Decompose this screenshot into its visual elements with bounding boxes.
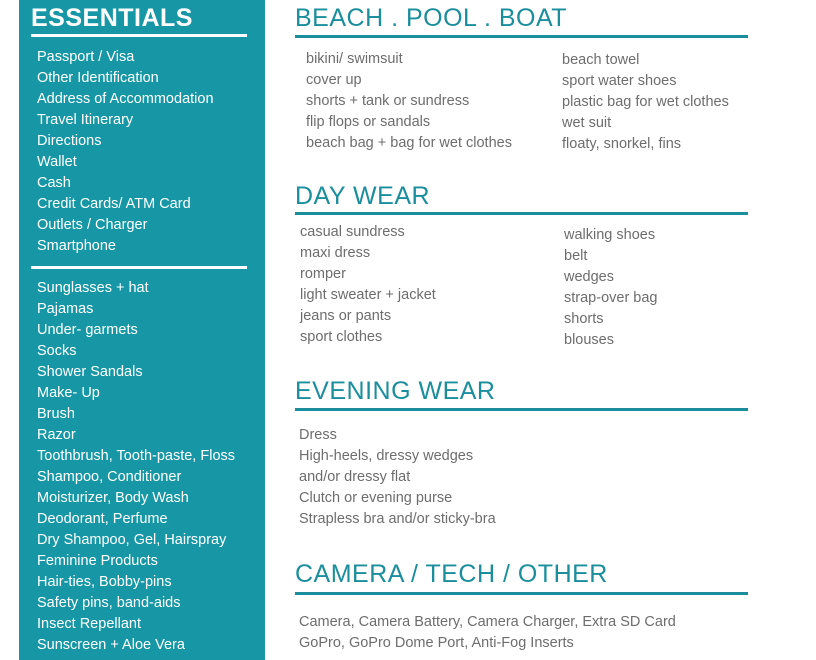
list-item: wet suit bbox=[562, 115, 612, 131]
list-item: Make- Up bbox=[37, 385, 100, 401]
essentials-sidebar bbox=[19, 0, 265, 660]
beach-list-col2 bbox=[562, 50, 729, 155]
beach-section-rule bbox=[295, 35, 748, 38]
list-item: High-heels, dressy wedges bbox=[299, 448, 474, 464]
list-item: romper bbox=[300, 266, 346, 282]
list-item: Deodorant, Perfume bbox=[37, 511, 168, 527]
day-wear-list-col1 bbox=[300, 222, 436, 348]
list-item: strap-over bag bbox=[564, 290, 658, 306]
camera-section-rule bbox=[295, 592, 748, 595]
list-item: Smartphone bbox=[37, 238, 116, 254]
list-item: Clutch or evening purse bbox=[299, 490, 453, 506]
list-item: Hair-ties, Bobby-pins bbox=[37, 574, 172, 590]
day-wear-section-rule bbox=[295, 212, 748, 215]
list-item: Toothbrush, Tooth-paste, Floss bbox=[37, 448, 236, 464]
essentials-group-divider bbox=[31, 266, 247, 269]
list-item: flip flops or sandals bbox=[306, 114, 431, 130]
essentials-list-documents bbox=[37, 47, 214, 257]
list-item: Socks bbox=[37, 343, 77, 359]
list-item: light sweater + jacket bbox=[300, 287, 436, 303]
list-item: sport clothes bbox=[300, 329, 383, 345]
list-item: beach towel bbox=[562, 52, 640, 68]
list-item: Feminine Products bbox=[37, 553, 158, 569]
list-item: belt bbox=[564, 248, 588, 264]
essentials-title: ESSENTIALS bbox=[31, 4, 193, 32]
list-item: cover up bbox=[306, 72, 362, 88]
list-item: Passport / Visa bbox=[37, 49, 135, 65]
beach-list-col1 bbox=[306, 49, 512, 154]
list-item: beach bag + bag for wet clothes bbox=[306, 135, 512, 151]
essentials-list-toiletries bbox=[37, 278, 235, 656]
list-item: Insect Repellant bbox=[37, 616, 141, 632]
evening-wear-section-rule bbox=[295, 408, 748, 411]
camera-section-title: CAMERA / TECH / OTHER bbox=[295, 560, 608, 588]
list-item: Pajamas bbox=[37, 301, 94, 317]
list-item: Other Identification bbox=[37, 70, 159, 86]
list-item: walking shoes bbox=[564, 227, 656, 243]
list-item: Cash bbox=[37, 175, 71, 191]
list-item: Travel Itinerary bbox=[37, 112, 134, 128]
list-item: bikini/ swimsuit bbox=[306, 51, 403, 67]
list-item: Dry Shampoo, Gel, Hairspray bbox=[37, 532, 227, 548]
beach-section-title: BEACH . POOL . BOAT bbox=[295, 4, 568, 32]
list-item: Strapless bra and/or sticky-bra bbox=[299, 511, 496, 527]
list-item: Under- garmets bbox=[37, 322, 138, 338]
list-item: and/or dressy flat bbox=[299, 469, 411, 485]
list-item: Sunglasses + hat bbox=[37, 280, 149, 296]
day-wear-list-col2 bbox=[564, 225, 658, 351]
list-item: Shower Sandals bbox=[37, 364, 143, 380]
day-wear-section-title: DAY WEAR bbox=[295, 182, 431, 210]
list-item: Shampoo, Conditioner bbox=[37, 469, 182, 485]
list-item: shorts + tank or sundress bbox=[306, 93, 470, 109]
list-item: Sunscreen + Aloe Vera bbox=[37, 637, 185, 653]
list-item: Credit Cards/ ATM Card bbox=[37, 196, 191, 212]
list-item: Directions bbox=[37, 133, 102, 149]
list-item: sport water shoes bbox=[562, 73, 677, 89]
list-item: Wallet bbox=[37, 154, 77, 170]
list-item: jeans or pants bbox=[300, 308, 392, 324]
list-item: shorts bbox=[564, 311, 604, 327]
list-item: maxi dress bbox=[300, 245, 371, 261]
list-item: Safety pins, band-aids bbox=[37, 595, 181, 611]
evening-wear-list bbox=[299, 425, 496, 530]
list-item: Razor bbox=[37, 427, 76, 443]
list-item: Outlets / Charger bbox=[37, 217, 148, 233]
list-item: Brush bbox=[37, 406, 75, 422]
list-item: blouses bbox=[564, 332, 614, 348]
list-item: wedges bbox=[564, 269, 614, 285]
evening-wear-section-title: EVENING WEAR bbox=[295, 377, 496, 405]
list-item: GoPro, GoPro Dome Port, Anti-Fog Inserts bbox=[299, 635, 574, 651]
essentials-title-divider bbox=[31, 34, 247, 37]
camera-list bbox=[299, 612, 676, 654]
list-item: floaty, snorkel, fins bbox=[562, 136, 682, 152]
list-item: Camera, Camera Battery, Camera Charger, Extra SD Card bbox=[299, 614, 676, 630]
list-item: Moisturizer, Body Wash bbox=[37, 490, 189, 506]
list-item: casual sundress bbox=[300, 224, 405, 240]
list-item: Dress bbox=[299, 427, 337, 443]
list-item: plastic bag for wet clothes bbox=[562, 94, 729, 110]
list-item: Address of Accommodation bbox=[37, 91, 214, 107]
